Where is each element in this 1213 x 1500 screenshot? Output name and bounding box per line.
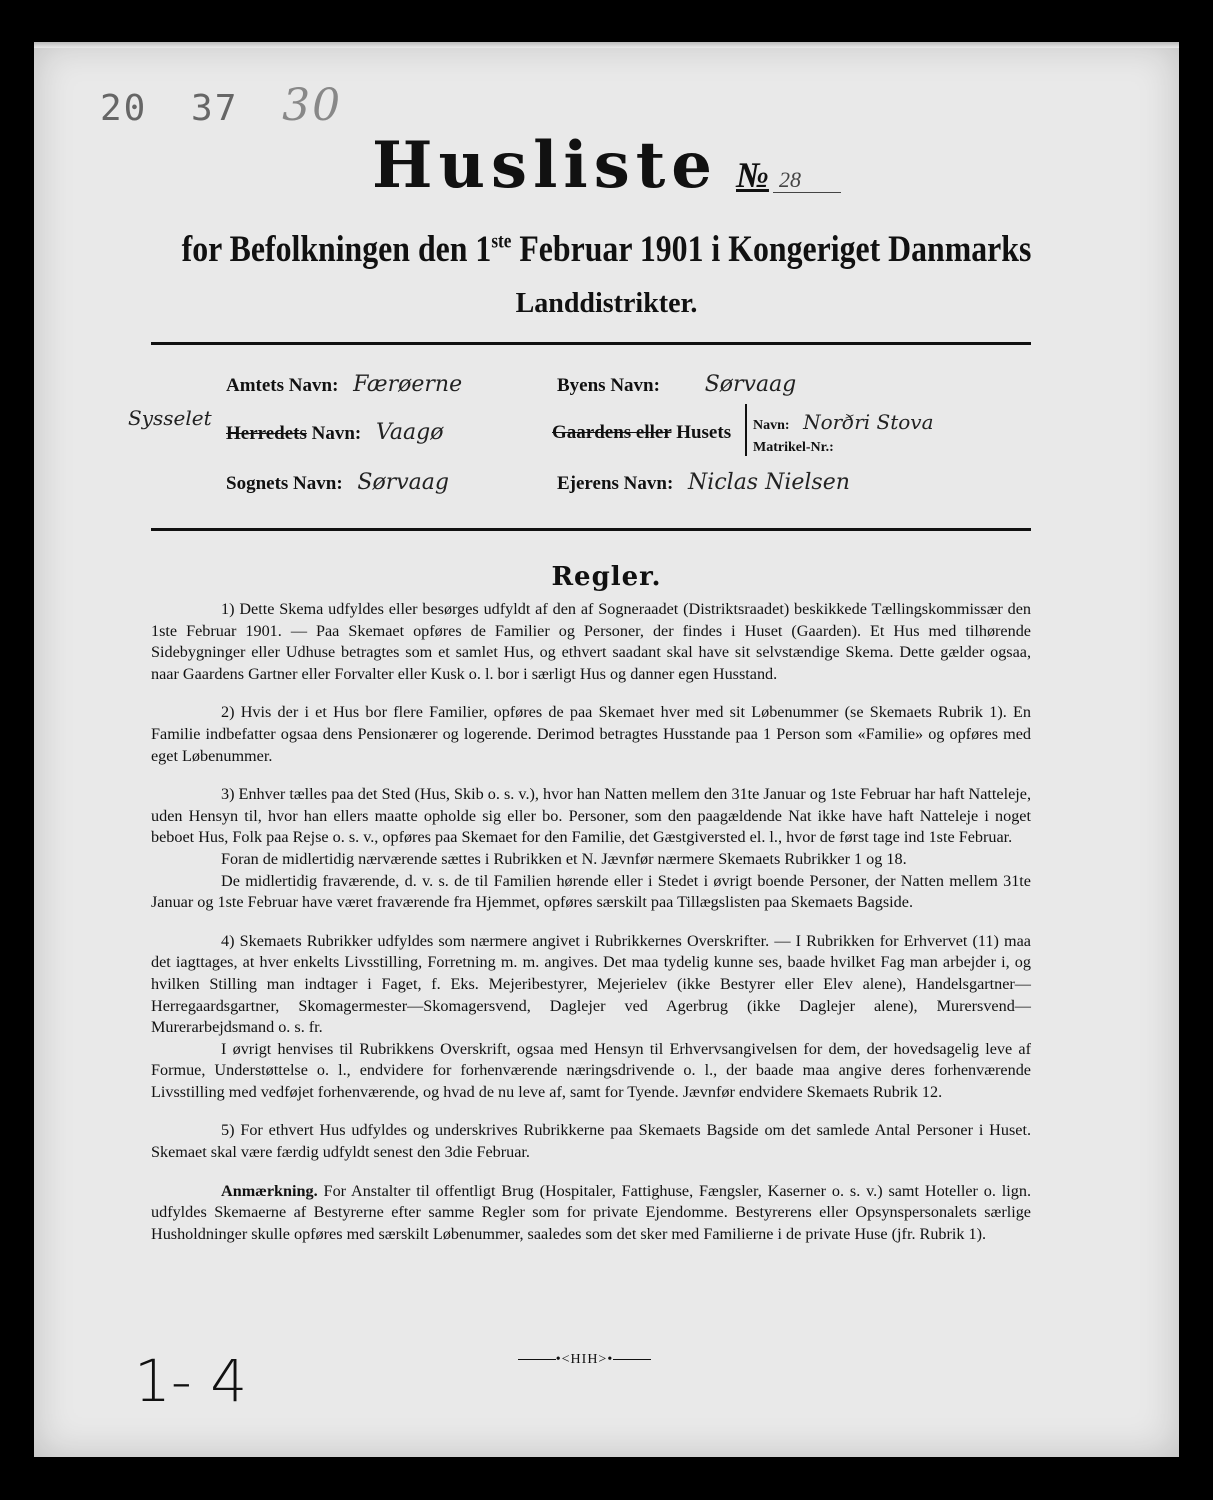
ornament-line-right [613,1359,651,1360]
subtitle-post: Februar 1901 i Kongeriget Danmarks [511,229,1032,270]
subtitle [114,228,1099,271]
hus-navn-label: Navn: [753,418,790,433]
rule-4-b: I øvrigt henvises til Rubrikkens Overskrift, ogsaa med Hensyn til Erhvervsangivelsen for dem, der hovedsagelig leve af Formue, Understøttelse o. l., endvidere for forhenværende næringsdrivende o. l., der baade maa angive deres forhenværende Livsstilling med vedføjet forhenværende, og hvad de nu leve af, samt for Tyende. Jævnfør endvidere Skemaets Rubrik 12. [151,1039,1031,1101]
divider-bottom [151,528,1031,531]
page-title: Husliste [372,128,718,203]
by-value: Sørvaag [704,372,797,397]
archive-number-2: 37 [191,88,239,129]
number-value: 28 [773,167,841,193]
handwritten-range: 1- 4 [134,1347,248,1415]
subtitle-pre: for Befolkningen den 1 [181,229,492,270]
archive-numbers [100,80,362,131]
note [151,1181,1031,1246]
rule-3-n: Foran de midlertidig nærværende sættes i Rubrikken et N. Jævnfør nærmere Skemaets Rubrikker 1 og 18. [221,849,907,868]
rule-3-absent: De midlertidig fraværende, d. v. s. de til Familien hørende eller i Stedet i øvrigt boende Personer, der Natten mellem 31te Januar og 1ste Februar have været fraværende fra Hjemmet, opføres særskilt paa Tillægslisten paa Skemaets Bagside. [151,871,1031,912]
number-label: № [736,155,769,195]
by-label: Byens Navn: [557,375,660,396]
by-field [557,372,796,397]
hus-label: Husets [671,422,732,443]
herred-label-struck: Herredets [226,423,307,444]
divider-top [151,342,1031,345]
ornament [512,1352,657,1368]
matrikel-label: Matrikel-Nr.: [753,440,834,455]
sogn-field [226,470,449,495]
herred-value: Vaagø [376,420,444,445]
herred-label: Navn: [306,423,362,444]
note-lead: Anmærkning. [221,1181,318,1200]
subtitle-sup: ste [491,230,512,253]
ejer-label: Ejerens Navn: [557,473,674,494]
archive-number-1: 20 [100,88,148,129]
bracket [745,404,749,456]
rule-3: 3) Enhver tælles paa det Sted (Hus, Skib o. s. v.), hvor han Natten mellem den 31te Januar og 1ste Februar har haft Natteleje, uden Hensyn til, hvor han ellers maatte opholde sig eller bo. Personer, som den paagældende Nat ikke have haft Natteleje i noget beboet Hus, Folk paa Rejse o. s. v., opføres paa Skemaet for den Familie, det Gæstgiversted el. l., hvor de først tage ind 1ste Februar. [151,785,1031,847]
rule-1: 1) Dette Skema udfyldes eller besørges udfyldt af den af Sogneraadet (Distriktsraadet) beskikkede Tællingskommissær den 1ste Februar 1901. — Paa Skemaet opføres de Familier og Personer, der findes i Huset (Gaarden). Et Hus med tilhørende Sidebygninger eller Udhuse betragtes som et samlet Hus, og ethvert saadant skal have sit selvstændige Skema. Dette gælder ogsaa, naar Gaardens Gartner eller Forvalter eller Kusk o. l. bor i særligt Hus og danner egen Husstand. [151,600,1031,683]
margin-note: Sysselet [128,406,212,430]
subtitle-district: Landdistrikter. [515,288,698,319]
rules-heading: Regler. [551,562,662,592]
hus-navn-value: Norðri Stova [803,410,934,434]
matrikel-field [753,440,834,456]
rule-2: 2) Hvis der i et Hus bor flere Familier, opføres de paa Skemaet hver med sit Løbenummer (se Skemaets Rubrik 1). En Familie indbefatter ogsaa dens Pensionærer og logerende. Derimod betragtes Husstande paa 1 Person som «Familie» og opføres med eget Løbenummer. [151,703,1031,765]
hus-field [552,422,731,444]
census-form-page [34,42,1179,1457]
hus-navn-field [753,410,934,434]
amt-label: Amtets Navn: [226,375,339,396]
amt-value: Færøerne [353,372,463,397]
sogn-label: Sognets Navn: [226,473,343,494]
archive-number-handwritten: 30 [282,80,343,131]
note-text: For Anstalter til offentligt Brug (Hospitaler, Fattighuse, Fængsler, Kaserner o. s. v.) samt Hoteller o. lign. udfyldes Skemaerne af Bestyrerne efter samme Regler som for private Ejendomme. Bestyrerens eller Opsynspersonalets særlige Husholdninger skulle opføres med særskilt Løbenummer, saaledes som det sker med Familierne i de private Huse (jfr. Rubrik 1). [151,1181,1031,1243]
ejer-value: Niclas Nielsen [688,470,850,495]
title-line [34,128,1179,203]
herred-field [226,420,443,445]
gaard-label-struck: Gaardens eller [552,422,672,443]
sogn-value: Sørvaag [357,470,449,495]
ornament-glyph: •<HIH>• [555,1352,614,1367]
amt-field [226,372,462,397]
rules-body [151,599,1031,1262]
ornament-line-left [518,1359,556,1360]
rule-5: 5) For ethvert Hus udfyldes og underskrives Rubrikkerne paa Skemaets Bagside om det samlede Antal Personer i Huset. Skemaet skal være færdig udfyldt senest den 3die Februar. [151,1121,1031,1162]
ejer-field [557,470,850,495]
page-edge [34,42,1179,48]
rule-4: 4) Skemaets Rubrikker udfyldes som nærmere angivet i Rubrikkernes Overskrifter. — I Rubrikken for Erhvervet (11) maa det iagttages, at hver enkelts Livsstilling, Forretning m. m. angives. Det maa tydelig kunne ses, baade hvilket Fag man arbejder i, og hvilken Stilling man indtager i Faget, f. Eks. Mejeribestyrer, Mejerielev (ikke Bestyrer eller Elev alene), Handelsgartner—Herregaardsgartner, Skomagermester—Skomagersvend, Daglejer ved Agerbrug (ikke Daglejer alene), Murersvend—Murerarbejdsmand o. s. fr. [151,931,1031,1037]
